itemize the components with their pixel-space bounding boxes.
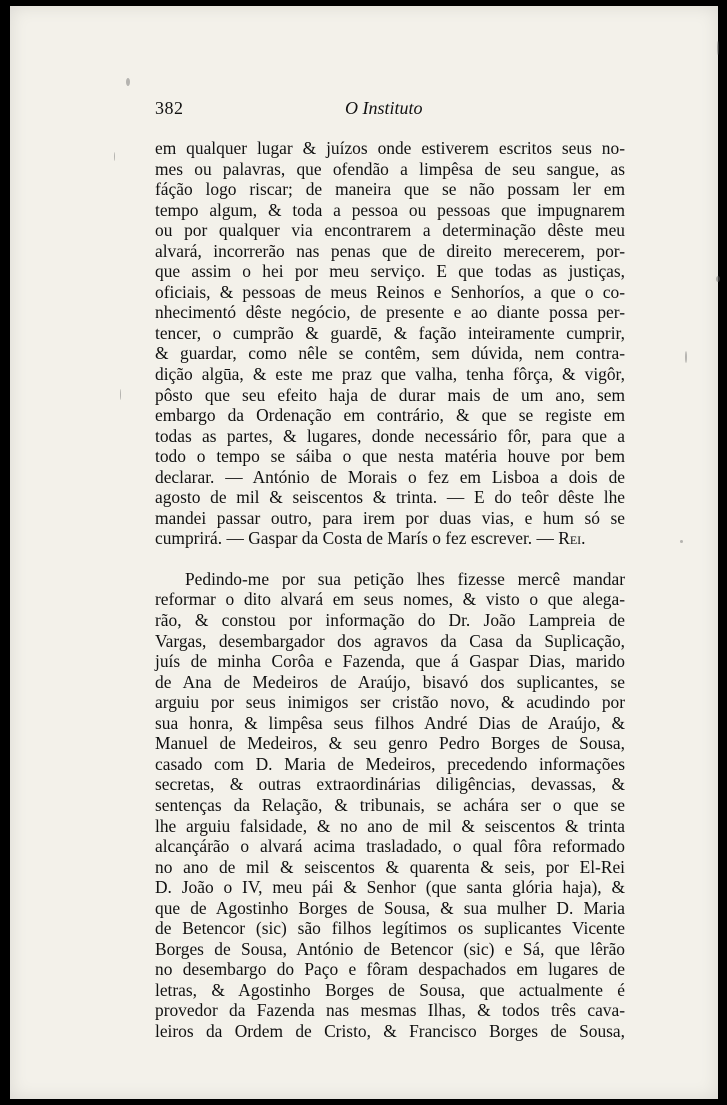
text-line: arguiu por seus inimigos ser cristão novo, & acudindo por <box>155 692 625 713</box>
text-line: mes ou palavras, que ofendão a limpêsa de seu sangue, as <box>155 158 625 179</box>
text-line: todas as partes, & lugares, donde necessário fôr, para que a <box>155 425 625 446</box>
text-line: ou por qualquer via encontrarem a determinação dêste meu <box>155 220 625 241</box>
text-line: reformar o dito alvará em seus nomes, & visto o que alega- <box>155 589 625 610</box>
paper-speck <box>717 41 719 55</box>
text-line: agosto de mil & seiscentos & trinta. — E do teôr dêste lhe <box>155 487 625 508</box>
text-line: no desembargo do Paço e fôram despachados em lugares de <box>155 959 625 980</box>
page-header <box>155 98 625 122</box>
text-line: tencer, o cumprão & guardē, & fação inteiramente cumprir, <box>155 322 625 343</box>
text-line: Vargas, desembargador dos agravos da Casa da Suplicação, <box>155 630 625 651</box>
text-line: secretas, & outras extraordinárias diligências, devassas, & <box>155 774 625 795</box>
text-line: oficiais, & pessoas de meus Reinos e Senhoríos, a que o co- <box>155 281 625 302</box>
text-line: & guardar, como nêle se contêm, sem dúvida, nem contra- <box>155 343 625 364</box>
page-number: 382 <box>155 98 184 118</box>
text-line: que de Agostinho Borges de Sousa, & sua mulher D. Maria <box>155 897 625 918</box>
text-line: dição algūa, & este me praz que valha, tenha fôrça, & vigôr, <box>155 364 625 385</box>
text-line: pôsto que seu efeito haja de durar mais de um ano, sem <box>155 384 625 405</box>
text-line: tempo algum, & toda a pessoa ou pessoas que impugnarem <box>155 199 625 220</box>
paper-speck <box>680 540 683 543</box>
text-line: declarar. — António de Morais o fez em Lisboa a dois de <box>155 466 625 487</box>
paragraph-1 <box>155 138 625 549</box>
paragraph-2 <box>155 569 625 1042</box>
text-line: todo o tempo se sáiba o que nesta matéria houve por bem <box>155 446 625 467</box>
text-line: Pedindo-me por sua petição lhes fizesse mercê mandar <box>185 568 625 589</box>
text-line: nhecimentó dêste negócio, de presente e ao diante possa per- <box>155 302 625 323</box>
text-line: em qualquer lugar & juízos onde estiverem escritos seus no- <box>155 138 625 158</box>
paper-speck <box>126 78 130 86</box>
text-line: mandei passar outro, para irem por duas vias, e hum só se <box>155 507 625 528</box>
text-line: alvará, incorrerão nas penas que de direito merecerem, por- <box>155 240 625 261</box>
text-line: letras, & Agostinho Borges de Sousa, que actualmente é <box>155 979 625 1000</box>
text-line: Borges de Sousa, António de Betencor (sic) e Sá, que lêrão <box>155 938 625 959</box>
final-text-line <box>155 528 625 549</box>
text-line: casado com D. Maria de Medeiros, precedendo informações <box>155 753 625 774</box>
text-line: sua honra, & limpêsa seus filhos André Dias de Araújo, & <box>155 712 625 733</box>
text-line: fáção logo riscar; de maneira que se não possam ler em <box>155 179 625 200</box>
text-line: Manuel de Medeiros, & seu genro Pedro Borges de Sousa, <box>155 733 625 754</box>
text-line: provedor da Fazenda nas mesmas Ilhas, & todos três cava- <box>155 1000 625 1021</box>
body-text <box>155 138 625 1042</box>
text-line: rão, & constou por informação do Dr. João Lampreia de <box>155 610 625 631</box>
text-line: embargo da Ordenação em contrário, & que se registe em <box>155 405 625 426</box>
paper-speck <box>114 152 115 161</box>
running-title: O Instituto <box>345 98 423 118</box>
final-line-text: cumprirá. — Gaspar da Costa de Marís o fez escrever. — <box>155 528 554 549</box>
royal-signature: Rei. <box>558 528 586 549</box>
text-line: D. João o IV, meu pái & Senhor (que santa glória haja), & <box>155 877 625 898</box>
text-line: que assim o hei por meu serviço. E que todas as justiças, <box>155 261 625 282</box>
text-line: sentenças da Relação, & tribunais, se achára ser o que se <box>155 794 625 815</box>
text-line: de Betencor (sic) são filhos legítimos os suplicantes Vicente <box>155 918 625 939</box>
text-line: leiros da Ordem de Cristo, & Francisco Borges de Sousa, <box>155 1020 625 1041</box>
text-line: lhe arguiu falsidade, & no ano de mil & seiscentos & trinta <box>155 815 625 836</box>
text-line: alcançárão o alvará acima trasladado, o qual fôra reformado <box>155 836 625 857</box>
paper-speck <box>120 389 121 400</box>
text-line: juís de minha Corôa e Fazenda, que á Gaspar Dias, marido <box>155 651 625 672</box>
text-line: de Ana de Medeiros de Araújo, bisavó dos suplicantes, se <box>155 671 625 692</box>
text-line: no ano de mil & seiscentos & quarenta & seis, por El-Rei <box>155 856 625 877</box>
paper-speck <box>716 276 720 282</box>
paper-speck <box>685 351 687 363</box>
book-page <box>10 6 718 1099</box>
